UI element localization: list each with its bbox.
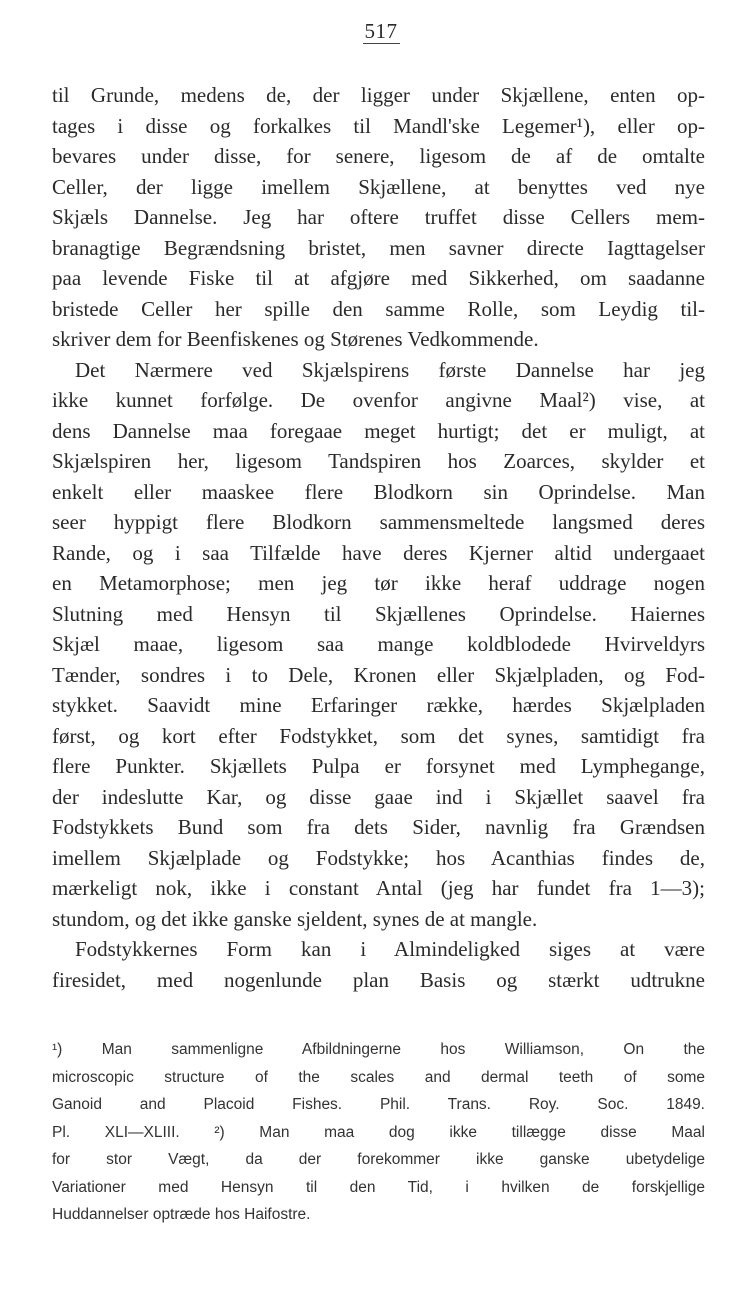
body-line: branagtige Begrændsning bristet, men savner directe Iagttagelser [52, 235, 705, 260]
body-line: skriver dem for Beenfiskenes og Størenes Vedkommende. [52, 327, 539, 351]
body-line: stykket. Saavidt mine Erfaringer række, hærdes Skjælpladen [52, 693, 705, 717]
body-line: først, og kort efter Fodstykket, som det synes, samtidigt fra [52, 723, 705, 748]
body-line: dens Dannelse maa foregaae meget hurtigt; det er muligt, at [52, 418, 705, 443]
body-line: til Grunde, medens de, der ligger under Skjællene, enten op- [52, 83, 705, 107]
body-line: paa levende Fiske til at afgjøre med Sikkerhed, om saadanne [52, 266, 705, 290]
body-line: flere Punkter. Skjællets Pulpa er forsynet med Lymphegange, [52, 754, 705, 778]
page-number-value: 517 [364, 19, 398, 43]
body-line: Skjæl maae, ligesom saa mange koldblodede Hvirveldyrs [52, 632, 705, 656]
footnotes [52, 1036, 705, 1229]
body-line: tages i disse og forkalkes til Mandl'ske Legemer¹), eller op- [52, 113, 705, 138]
body-line: stundom, og det ikke ganske sjeldent, synes de at mangle. [52, 906, 538, 931]
body-line: seer hyppigt flere Blodkorn sammensmeltede langsmed deres [52, 510, 705, 534]
footnote-line: for stor Vægt, da der forekommer ikke ganske ubetydelige [52, 1151, 705, 1168]
footnote-line: Huddannelser optræde hos Haifostre. [52, 1206, 311, 1223]
body-line: ikke kunnet forfølge. De ovenfor angivne Maal²) vise, at [52, 388, 705, 412]
footnote-line: microscopic structure of the scales and dermal teeth of some [52, 1068, 705, 1086]
page-number [0, 19, 756, 44]
body-line: Rande, og i saa Tilfælde have deres Kjerner altid undergaaet [52, 540, 705, 565]
body-line: firesidet, med nogenlunde plan Basis og stærkt udtrukne [52, 967, 705, 992]
body-line: Fodstykkets Bund som fra dets Sider, navnlig fra Grændsen [52, 815, 705, 839]
body-line: en Metamorphose; men jeg tør ikke heraf uddrage nogen [52, 571, 705, 595]
body-line: bristede Celler her spille den samme Rolle, som Leydig til- [52, 296, 705, 321]
body-line: bevares under disse, for senere, ligesom de af de omtalte [52, 144, 705, 168]
body-line: Fodstykkernes Form kan i Almindeligked siges at være [75, 937, 705, 961]
footnote-line: ¹) Man sammenligne Afbildningerne hos Williamson, On the [52, 1041, 705, 1058]
body-line: Skjæls Dannelse. Jeg har oftere truffet disse Cellers mem- [52, 205, 705, 229]
body-text [52, 80, 705, 995]
body-line: Det Nærmere ved Skjælspirens første Dannelse har jeg [75, 357, 705, 382]
body-line: Tænder, sondres i to Dele, Kronen eller Skjælpladen, og Fod- [52, 662, 705, 687]
body-line: Skjælspiren her, ligesom Tandspiren hos Zoarces, skylder et [52, 449, 705, 473]
footnote-line: Ganoid and Placoid Fishes. Phil. Trans. Roy. Soc. 1849. [52, 1096, 705, 1113]
footnote-line: Variationer med Hensyn til den Tid, i hvilken de forskjellige [52, 1178, 705, 1196]
body-line: imellem Skjælplade og Fodstykke; hos Acanthias findes de, [52, 845, 705, 870]
body-line: der indeslutte Kar, og disse gaae ind i Skjællet saavel fra [52, 784, 705, 809]
body-line: Slutning med Hensyn til Skjællenes Oprindelse. Haiernes [52, 601, 705, 626]
body-line: enkelt eller maaskee flere Blodkorn sin Oprindelse. Man [52, 479, 705, 504]
body-line: mærkeligt nok, ikke i constant Antal (jeg har fundet fra 1—3); [52, 876, 705, 900]
body-line: Celler, der ligge imellem Skjællene, at benyttes ved nye [52, 174, 705, 199]
footnote-line: Pl. XLI—XLIII. ²) Man maa dog ikke tillægge disse Maal [52, 1123, 705, 1141]
